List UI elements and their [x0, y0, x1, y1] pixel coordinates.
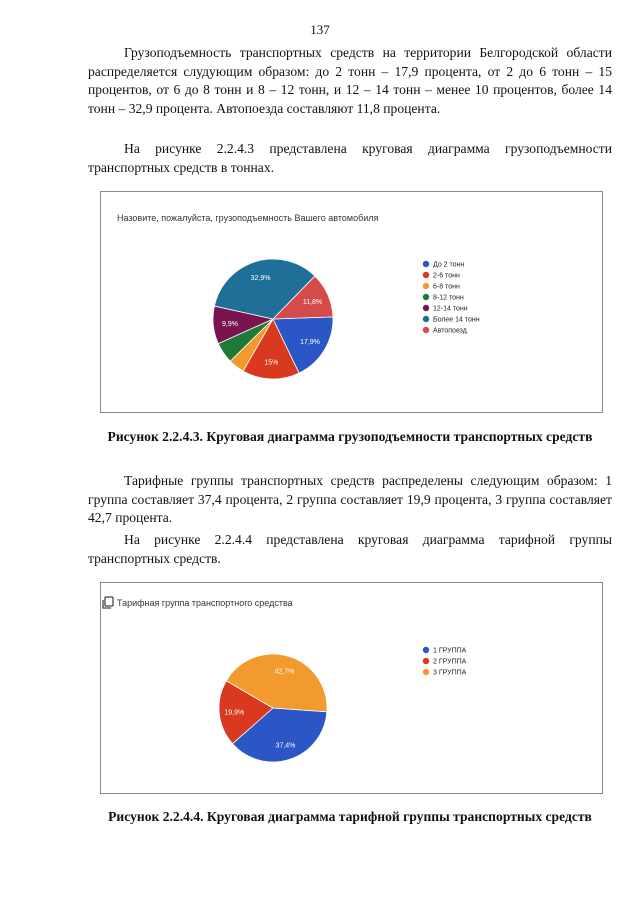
legend-swatch: [423, 658, 429, 664]
figure-caption-2: Рисунок 2.2.4.4. Круговая диаграмма тарифной группы транспортных средств: [108, 809, 592, 824]
legend-label: До 2 тонн: [433, 261, 465, 269]
legend-label: 3 ГРУППА: [433, 669, 467, 677]
paragraph-capacity-distribution: [88, 44, 612, 118]
legend-swatch: [423, 647, 429, 653]
legend-label: 1 ГРУППА: [433, 647, 467, 655]
legend-swatch: [423, 316, 429, 322]
legend-label: 2 ГРУППА: [433, 658, 467, 666]
legend-swatch: [423, 305, 429, 311]
pie-chart-tariff: [101, 583, 604, 795]
slice-data-label: 9,9%: [222, 320, 238, 328]
chart-frame-tariff: [100, 582, 603, 794]
chart-title: Назовите, пожалуйста, грузоподъемность Вашего автомобиля: [117, 213, 379, 223]
slice-data-label: 42,7%: [274, 668, 295, 676]
legend-swatch: [423, 294, 429, 300]
slice-data-label: 15%: [264, 359, 279, 367]
legend-label: Более 14 тонн: [433, 316, 480, 324]
legend-label: Автопоезд: [433, 327, 467, 335]
legend-swatch: [423, 283, 429, 289]
figure-caption-1: Рисунок 2.2.4.3. Круговая диаграмма грузоподъемности транспортных средств: [107, 429, 593, 444]
slice-data-label: 32,9%: [250, 275, 271, 283]
paragraph-figure-reference-2: [88, 531, 612, 568]
legend-swatch: [423, 272, 429, 278]
legend-swatch: [423, 327, 429, 333]
slice-data-label: 19,9%: [224, 709, 245, 717]
pie-chart-capacity: [101, 192, 604, 414]
page-number: 137: [310, 22, 330, 37]
legend-label: 12-14 тонн: [433, 305, 468, 313]
paragraph-tariff-distribution: [88, 472, 612, 528]
legend-label: 2-6 тонн: [433, 272, 460, 280]
paragraph-figure-reference-1: [88, 140, 612, 177]
legend-label: 6-8 тонн: [433, 283, 460, 291]
chart-frame-capacity: [100, 191, 603, 413]
slice-data-label: 17,9%: [300, 338, 320, 346]
slice-data-label: 11,8%: [302, 299, 323, 306]
slice-data-label: 37,4%: [275, 742, 296, 750]
chart-title: Тарифная группа транспортного средства: [117, 598, 293, 608]
legend-label: 8-12 тонн: [433, 294, 464, 302]
paragraph-text: Грузоподъемность транспортных средств на территории Белгородской области распределяется слудующим образом: до 2 тонн – 17,9 процента, от 2 до 6 тонн – 15 процентов, от 6 до 8 тонн и 8 – 12 тонн, и 12 – 14 тонн – менее 10 процентов, более 14 тонн – 32,9 процента. Автопоезда составляют 11,8 процента.: [88, 45, 612, 116]
paragraph-text: На рисунке 2.2.4.4 представлена круговая диаграмма тарифной группы транспортных средств.: [88, 532, 612, 566]
legend-swatch: [423, 669, 429, 675]
paragraph-text: Тарифные группы транспортных средств распределены следующим образом: 1 группа составляет 37,4 процента, 2 группа составляет 19,9 процента, 3 группа составляет 42,7 процента.: [88, 473, 612, 525]
legend-swatch: [423, 261, 429, 267]
paragraph-text: На рисунке 2.2.4.3 представлена круговая диаграмма грузоподъемности транспортных средств в тоннах.: [88, 141, 612, 175]
